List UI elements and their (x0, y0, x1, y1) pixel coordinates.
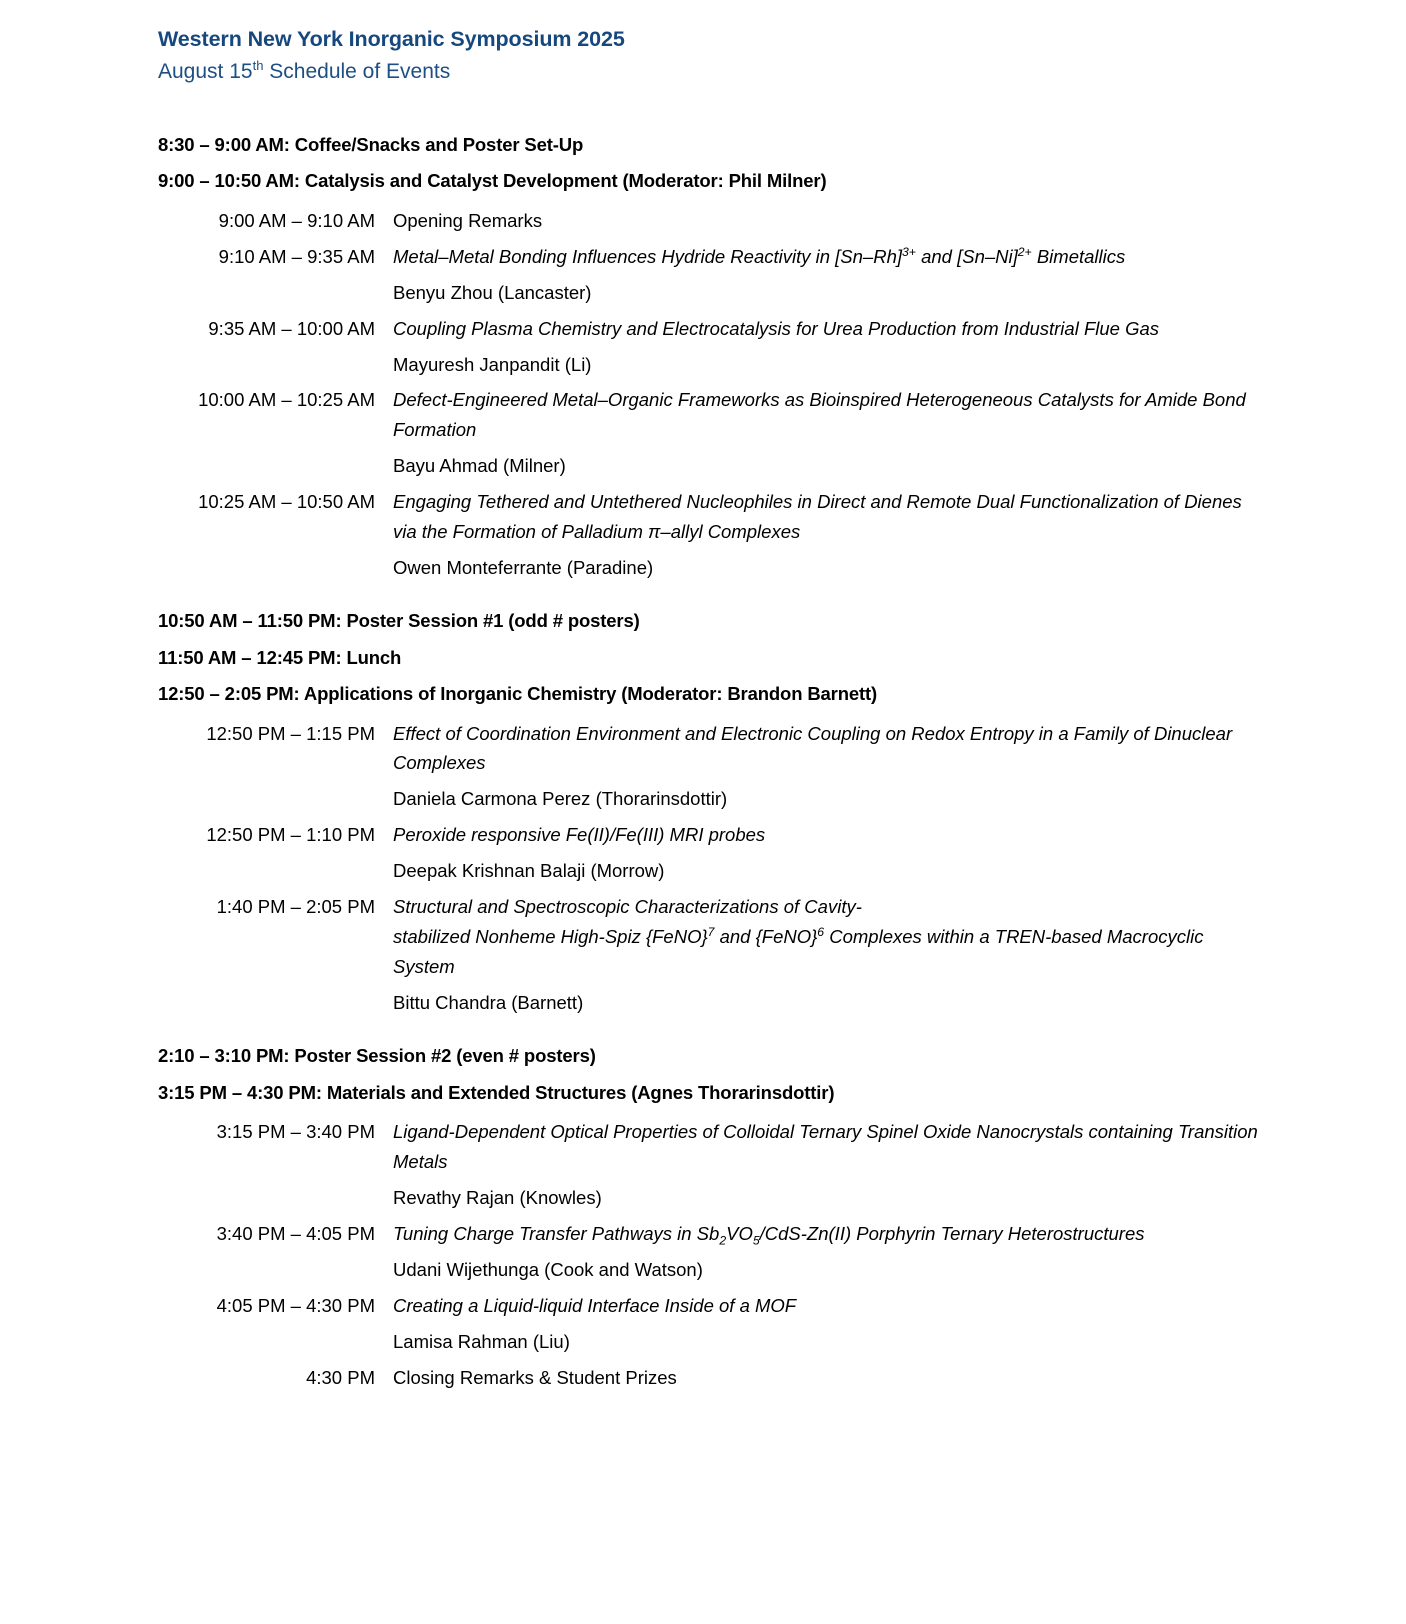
subtitle-date-text: August 15 (158, 59, 253, 83)
document-header (158, 26, 1268, 85)
talk-body (393, 314, 1268, 344)
document-content (158, 26, 1268, 1411)
talk-title: Structural and Spectroscopic Characterizations of Cavity- stabilized Nonheme High-Spiz {FeNO}$^7$ and {FeNO}$^6$ Complexes within a TREN-based Macrocyclic System (393, 896, 1204, 978)
talk-time: 12:50 PM – 1:15 PM (206, 722, 375, 744)
talk-row (158, 892, 1268, 982)
talk-entry (158, 1363, 1268, 1393)
subtitle-ordinal-suffix: th (252, 57, 264, 73)
speaker-name: Bittu Chandra (Barnett) (393, 992, 584, 1014)
talk-time: 4:30 PM (306, 1366, 375, 1388)
session-header: 11:50 AM – 12:45 PM: Lunch (158, 646, 402, 668)
talk-entry (158, 206, 1268, 236)
speaker-name: Lamisa Rahman (Liu) (393, 1330, 570, 1352)
session-header: 12:50 – 2:05 PM: Applications of Inorganic Chemistry (Moderator: Brandon Barnett) (158, 683, 878, 705)
talk-time: 4:05 PM – 4:30 PM (216, 1294, 375, 1316)
talk-title: Ligand-Dependent Optical Properties of Colloidal Ternary Spinel Oxide Nanocrystals containing Transition Metals (393, 1121, 1258, 1172)
talk-title: Coupling Plasma Chemistry and Electrocatalysis for Urea Production from Industrial Flue Gas (393, 317, 1160, 339)
talk-row (158, 820, 1268, 850)
speaker-row (158, 1327, 1268, 1357)
speaker-name: Udani Wijethunga (Cook and Watson) (393, 1258, 703, 1280)
speaker-row (158, 1183, 1268, 1213)
talk-title: Closing Remarks & Student Prizes (393, 1366, 677, 1388)
talk-body (393, 242, 1268, 272)
talk-list (158, 206, 1268, 584)
talk-title: Opening Remarks (393, 209, 543, 231)
talk-row (158, 385, 1268, 445)
talk-entry (158, 1291, 1268, 1357)
talk-time: 3:15 PM – 3:40 PM (216, 1121, 375, 1143)
talk-body (393, 719, 1268, 779)
page-subtitle (158, 58, 1268, 85)
talk-body (393, 1219, 1268, 1249)
speaker-row (158, 553, 1268, 583)
talk-entry (158, 820, 1268, 886)
session-header: 3:15 PM – 4:30 PM: Materials and Extended Structures (Agnes Thorarinsdottir) (158, 1081, 835, 1103)
talk-title: Effect of Coordination Environment and Electronic Coupling on Redox Entropy in a Family of Dinuclear Complexes (393, 722, 1233, 774)
talk-title: Tuning Charge Transfer Pathways in $Sb_2VO_5/CdS-Zn(II)$ Porphyrin Ternary Heterostructures (393, 1222, 1145, 1248)
session-header: 8:30 – 9:00 AM: Coffee/Snacks and Poster Set-Up (158, 133, 584, 155)
talk-body (393, 385, 1268, 445)
talk-row (158, 206, 1268, 236)
speaker-row (158, 856, 1268, 886)
speaker-name: Owen Monteferrante (Paradine) (393, 557, 654, 579)
talk-time: 10:25 AM – 10:50 AM (198, 491, 375, 513)
talk-entry (158, 314, 1268, 380)
schedule-body (158, 133, 1268, 1393)
talk-body (393, 892, 1268, 982)
page-title: Western New York Inorganic Symposium 2025 (158, 27, 625, 51)
talk-entry (158, 892, 1268, 1018)
talk-list (158, 1117, 1268, 1393)
speaker-row (158, 278, 1268, 308)
talk-title: Defect-Engineered Metal–Organic Frameworks as Bioinspired Heterogeneous Catalysts for Amide Bond Formation (393, 389, 1246, 441)
talk-title: Peroxide responsive Fe(II)/Fe(III) MRI probes (393, 824, 766, 846)
talk-row (158, 487, 1268, 547)
speaker-row (158, 350, 1268, 380)
subtitle-tail-text: Schedule of Events (263, 59, 451, 83)
talk-entry (158, 242, 1268, 308)
session-header: 2:10 – 3:10 PM: Poster Session #2 (even # posters) (158, 1045, 596, 1067)
talk-time: 3:40 PM – 4:05 PM (216, 1222, 375, 1244)
talk-entry (158, 487, 1268, 583)
talk-row (158, 1291, 1268, 1321)
session-header: 10:50 AM – 11:50 PM: Poster Session #1 (odd # posters) (158, 610, 640, 632)
talk-title: Metal–Metal Bonding Influences Hydride Reactivity in $[Sn-Rh]^{3+}$ and $[Sn-Ni]^{2+}$ Bimetallics (393, 244, 1126, 267)
talk-time: 9:35 AM – 10:00 AM (208, 317, 375, 339)
speaker-name: Mayuresh Janpandit (Li) (393, 353, 592, 375)
talk-body (393, 487, 1268, 547)
talk-title: Creating a Liquid-liquid Interface Inside of a MOF (393, 1294, 797, 1316)
talk-row (158, 1117, 1268, 1177)
talk-body (393, 1291, 1268, 1321)
speaker-name: Benyu Zhou (Lancaster) (393, 281, 592, 303)
talk-time: 1:40 PM – 2:05 PM (216, 896, 375, 918)
talk-list (158, 719, 1268, 1019)
talk-row (158, 1219, 1268, 1249)
speaker-row (158, 988, 1268, 1018)
speaker-name: Bayu Ahmad (Milner) (393, 455, 566, 477)
talk-time: 12:50 PM – 1:10 PM (206, 824, 375, 846)
talk-body (393, 1363, 1268, 1393)
talk-entry (158, 719, 1268, 815)
session-header: 9:00 – 10:50 AM: Catalysis and Catalyst Development (Moderator: Phil Milner) (158, 170, 827, 192)
talk-row (158, 1363, 1268, 1393)
talk-row (158, 314, 1268, 344)
talk-time: 9:10 AM – 9:35 AM (218, 245, 375, 267)
speaker-row (158, 784, 1268, 814)
talk-time: 10:00 AM – 10:25 AM (198, 389, 375, 411)
speaker-row (158, 451, 1268, 481)
talk-body (393, 206, 1268, 236)
talk-entry (158, 385, 1268, 481)
speaker-name: Daniela Carmona Perez (Thorarinsdottir) (393, 788, 728, 810)
talk-row (158, 719, 1268, 779)
talk-entry (158, 1117, 1268, 1213)
talk-body (393, 820, 1268, 850)
talk-row (158, 242, 1268, 272)
speaker-name: Deepak Krishnan Balaji (Morrow) (393, 860, 665, 882)
talk-body (393, 1117, 1268, 1177)
talk-entry (158, 1219, 1268, 1285)
talk-title: Engaging Tethered and Untethered Nucleophiles in Direct and Remote Dual Functionalization of Dienes via the Formation of Palladium π–allyl Complexes (393, 491, 1242, 543)
talk-time: 9:00 AM – 9:10 AM (218, 209, 375, 231)
speaker-row (158, 1255, 1268, 1285)
speaker-name: Revathy Rajan (Knowles) (393, 1186, 602, 1208)
